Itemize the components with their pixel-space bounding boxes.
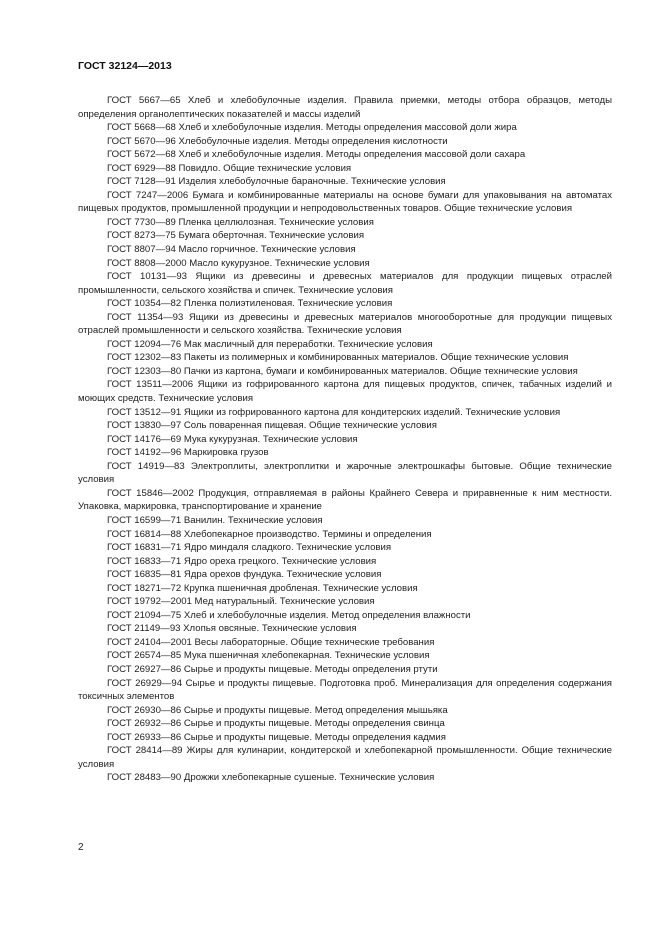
reference-item: ГОСТ 5672—68 Хлеб и хлебобулочные изделия. Методы определения массовой доли сахара <box>107 149 526 161</box>
reference-item: ГОСТ 15846—2002 Продукция, отправляемая в районы Крайнего Севера и приравненные к ним местности. Упаковка, маркировка, транспортирование и хранение <box>78 487 612 513</box>
reference-item: ГОСТ 21094—75 Хлеб и хлебобулочные изделия. Метод определения влажности <box>107 609 471 621</box>
reference-item: ГОСТ 14192—96 Маркировка грузов <box>107 447 269 459</box>
document-id-header: ГОСТ 32124—2013 <box>78 60 172 72</box>
reference-item: ГОСТ 16835—81 Ядра орехов фундука. Технические условия <box>107 569 382 581</box>
reference-item: ГОСТ 7247—2006 Бумага и комбинированные материалы на основе бумаги для упаковывания на автоматах пищевых продуктов, промышленной продукции и непродовольственных товаров. Общие технические условия <box>78 189 612 215</box>
reference-item: ГОСТ 28414—89 Жиры для кулинарии, кондитерской и хлебопекарной промышленности. Общие технические условия <box>78 745 612 770</box>
reference-item: ГОСТ 21149—93 Хлопья овсяные. Технические условия <box>107 623 357 635</box>
reference-item: ГОСТ 26574—85 Мука пшеничная хлебопекарная. Технические условия <box>107 650 430 662</box>
reference-item: ГОСТ 26930—86 Сырье и продукты пищевые. Метод определения мышьяка <box>107 704 448 716</box>
reference-item: ГОСТ 12302—83 Пакеты из полимерных и комбинированных материалов. Общие технические условия <box>107 352 569 364</box>
reference-item: ГОСТ 5667—65 Хлеб и хлебобулочные изделия. Правила приемки, методы отбора образцов, методы определения органолептических показателей и массы изделий <box>78 95 612 120</box>
reference-item: ГОСТ 26927—86 Сырье и продукты пищевые. Методы определения ртути <box>107 663 438 675</box>
reference-item: ГОСТ 5668—68 Хлеб и хлебобулочные изделия. Методы определения массовой доли жира <box>107 122 517 134</box>
reference-item: ГОСТ 6929—88 Повидло. Общие технические условия <box>107 162 352 174</box>
reference-item: ГОСТ 11354—93 Ящики из древесины и древесных материалов многооборотные для продукции пищевых отраслей промышленности и сельского хозяйства. Технические условия <box>78 311 612 337</box>
reference-item: ГОСТ 7730—89 Пленка целлюлозная. Технические условия <box>107 216 374 228</box>
reference-item: ГОСТ 8273—75 Бумага оберточная. Технические условия <box>107 230 365 242</box>
reference-item: ГОСТ 13511—2006 Ящики из гофрированного картона для пищевых продуктов, спичек, табачных изделий и моющих средств. Технические условия <box>78 379 612 405</box>
reference-item: ГОСТ 10131—93 Ящики из древесины и древесных материалов для продукции пищевых отраслей промышленности, сельского хозяйства и спичек. Технические условия <box>78 271 612 296</box>
reference-item: ГОСТ 28483—90 Дрожжи хлебопекарные сушеные. Технические условия <box>107 772 435 784</box>
reference-item: ГОСТ 8807—94 Масло горчичное. Технические условия <box>107 244 356 256</box>
reference-item: ГОСТ 16831—71 Ядро миндаля сладкого. Технические условия <box>107 542 392 554</box>
reference-item: ГОСТ 16599—71 Ванилин. Технические условия <box>107 514 323 526</box>
reference-item: ГОСТ 16833—71 Ядро ореха грецкого. Технические условия <box>107 555 377 567</box>
reference-item: ГОСТ 12303—80 Пачки из картона, бумаги и комбинированных материалов. Общие технические условия <box>107 365 578 377</box>
reference-item: ГОСТ 13830—97 Соль поваренная пищевая. Общие технические условия <box>107 420 437 432</box>
reference-item: ГОСТ 14919—83 Электроплиты, электроплитки и жарочные электрошкафы бытовые. Общие технические условия <box>78 460 612 486</box>
reference-item: ГОСТ 18271—72 Крупка пшеничная дробленая. Технические условия <box>107 582 418 594</box>
reference-item: ГОСТ 7128—91 Изделия хлебобулочные бараночные. Технические условия <box>107 176 446 188</box>
normative-references-list <box>78 94 612 785</box>
reference-item: ГОСТ 19792—2001 Мед натуральный. Технические условия <box>107 596 375 608</box>
reference-item: ГОСТ 10354—82 Пленка полиэтиленовая. Технические условия <box>107 298 393 310</box>
reference-item: ГОСТ 16814—88 Хлебопекарное производство. Термины и определения <box>107 528 432 540</box>
reference-item: ГОСТ 26932—86 Сырье и продукты пищевые. Методы определения свинца <box>107 718 445 730</box>
reference-item: ГОСТ 26929—94 Сырье и продукты пищевые. Подготовка проб. Минерализация для определения содержания токсичных элементов <box>78 677 612 703</box>
page-number: 2 <box>78 842 84 853</box>
reference-item: ГОСТ 5670—96 Хлебобулочные изделия. Методы определения кислотности <box>107 135 448 147</box>
reference-item: ГОСТ 14176—69 Мука кукурузная. Технические условия <box>107 433 358 445</box>
reference-item: ГОСТ 13512—91 Ящики из гофрированного картона для кондитерских изделий. Технические условия <box>107 406 561 418</box>
reference-item: ГОСТ 8808—2000 Масло кукурузное. Технические условия <box>107 257 370 269</box>
reference-item: ГОСТ 26933—86 Сырье и продукты пищевые. Методы определения кадмия <box>107 731 446 743</box>
reference-item: ГОСТ 12094—76 Мак масличный для переработки. Технические условия <box>107 338 433 350</box>
reference-item: ГОСТ 24104—2001 Весы лабораторные. Общие технические требования <box>107 636 435 648</box>
